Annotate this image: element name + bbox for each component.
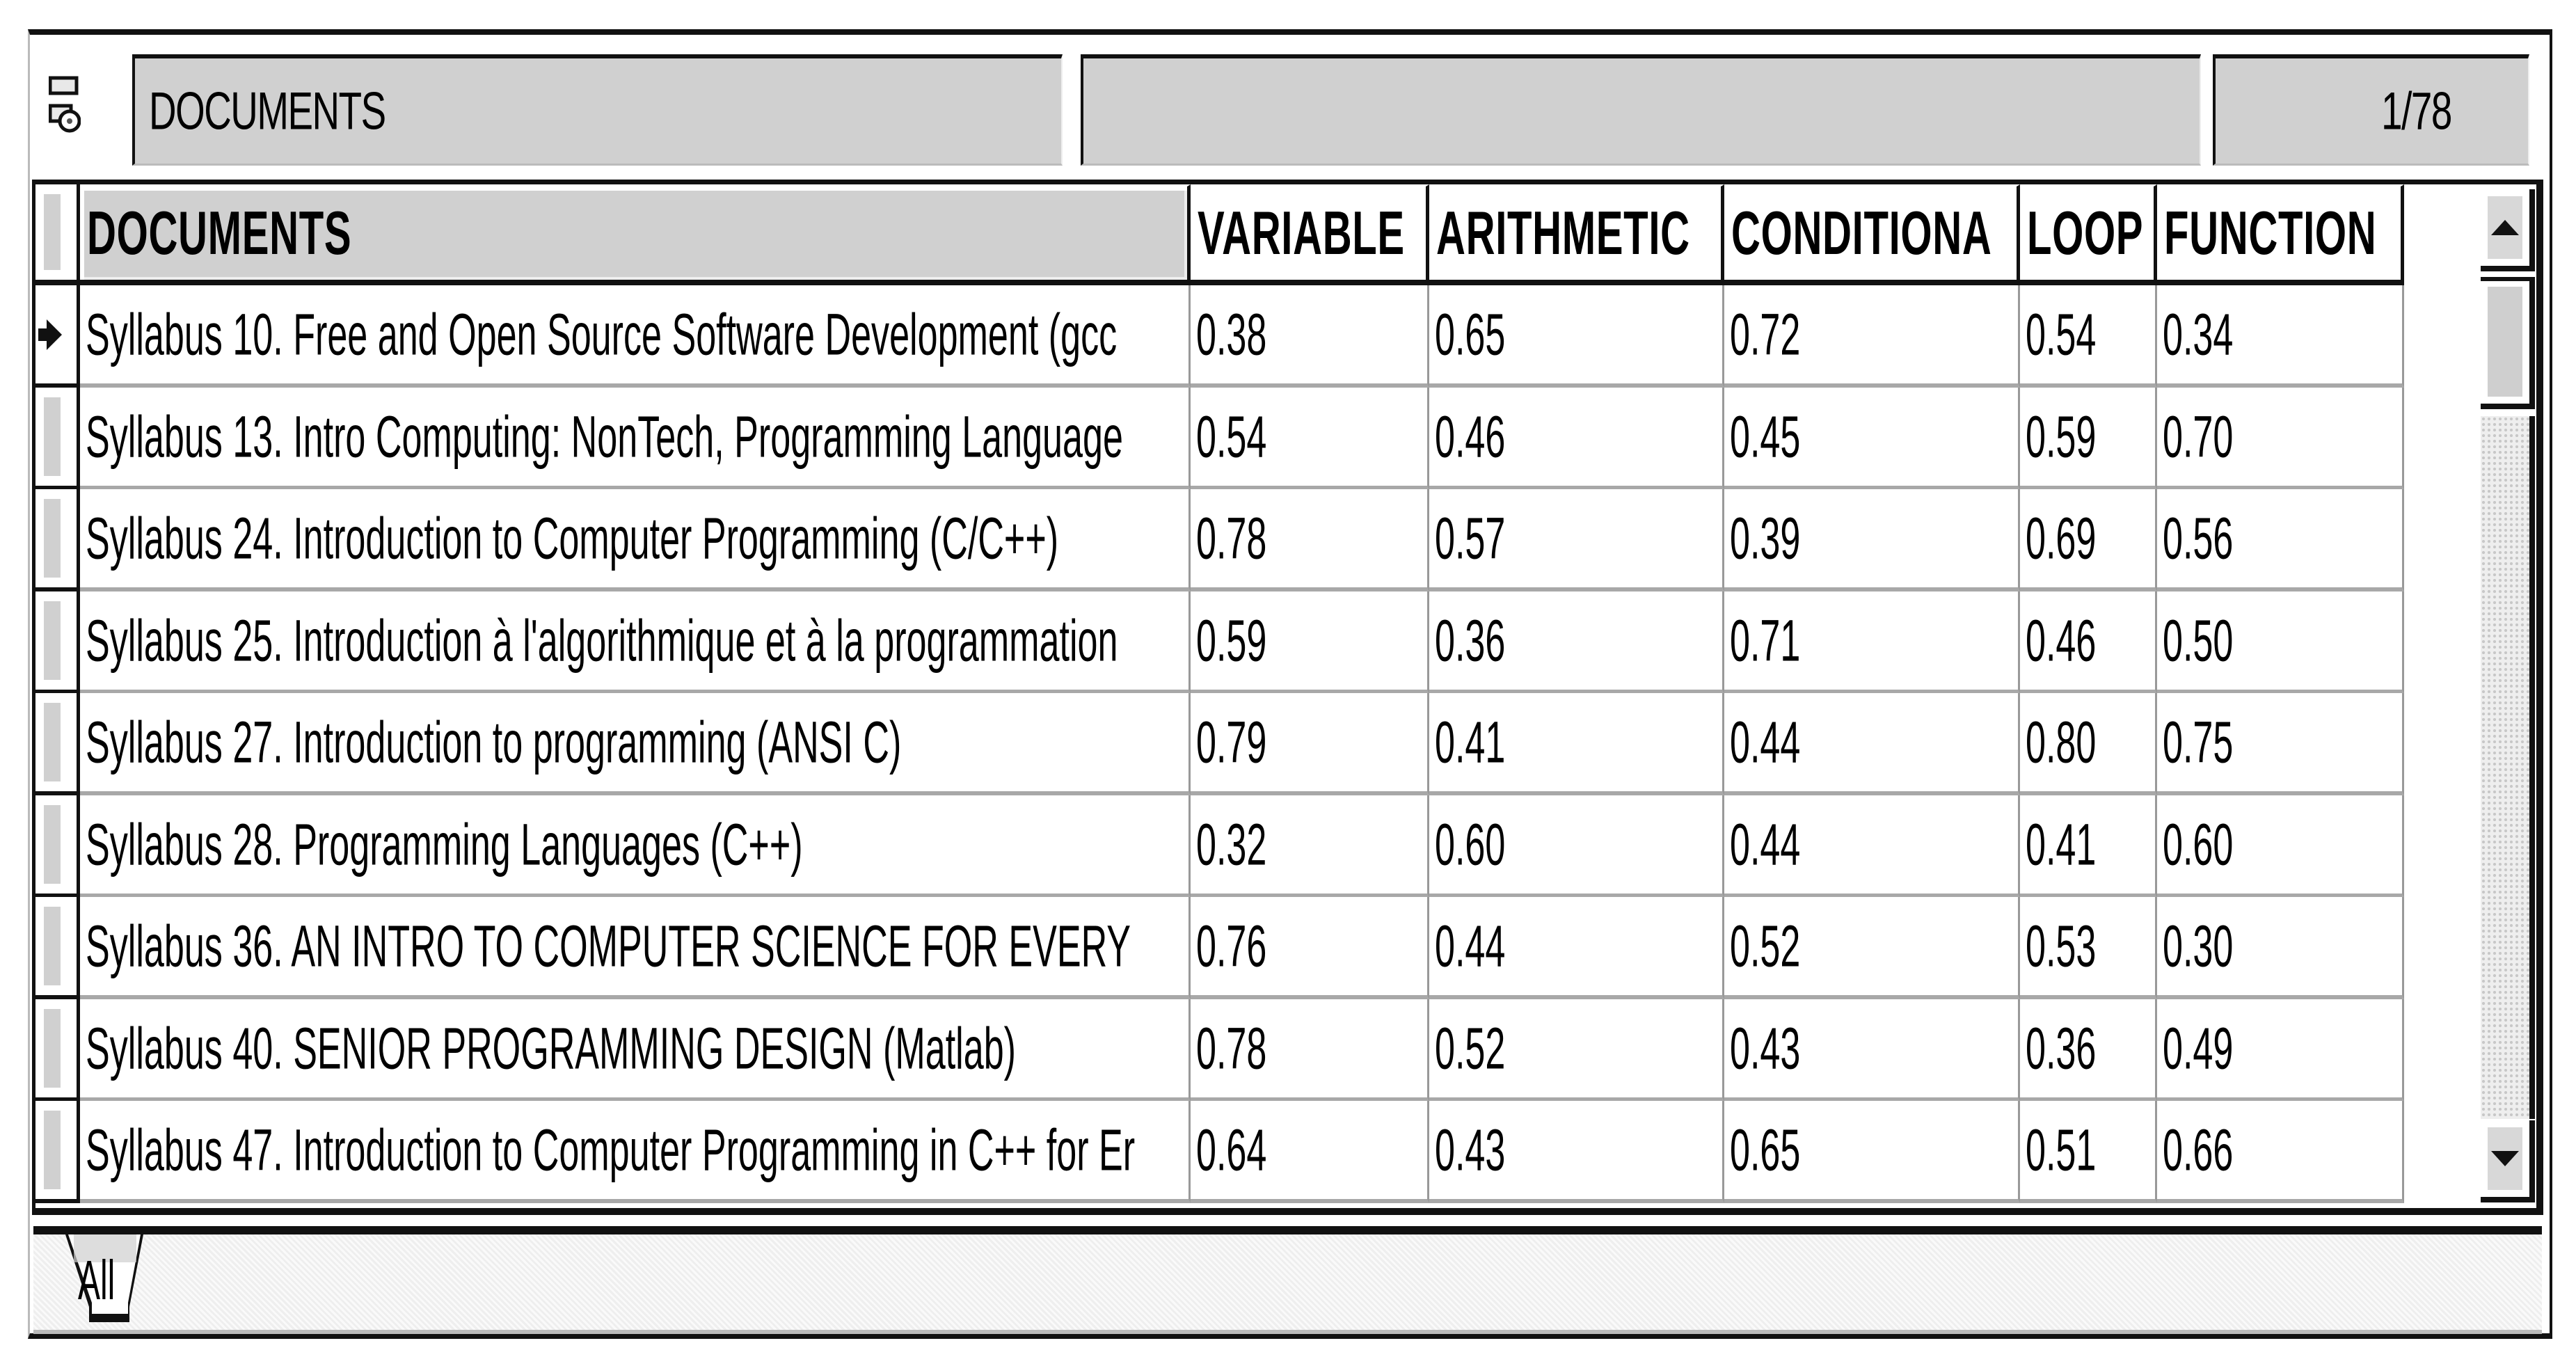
row-selector[interactable] — [35, 1101, 80, 1203]
table-cell-loop[interactable] — [2020, 1101, 2157, 1203]
column-header-label: FUNCTION — [2164, 198, 2377, 267]
cell-value: 0.51 — [2026, 1117, 2097, 1182]
cell-value: 0.43 — [1730, 1015, 1801, 1081]
table-cell-variable[interactable] — [1191, 489, 1429, 591]
table-cell-variable[interactable] — [1191, 795, 1429, 898]
table-cell-loop[interactable] — [2020, 999, 2157, 1102]
cell-value: 0.79 — [1196, 709, 1267, 775]
column-header-documents[interactable] — [80, 184, 1191, 285]
table-cell-function[interactable] — [2157, 693, 2404, 795]
table-cell-function[interactable] — [2157, 388, 2404, 490]
cell-value: 0.43 — [1435, 1117, 1506, 1182]
cell-value: 0.59 — [2026, 404, 2097, 469]
column-header-function[interactable] — [2157, 184, 2404, 285]
table-cell-function[interactable] — [2157, 795, 2404, 898]
cell-value: Syllabus 36. AN INTRO TO COMPUTER SCIENCE FOR EVERY — [86, 913, 1131, 978]
table-cell-documents[interactable] — [80, 1101, 1191, 1203]
table-cell-arithmetic[interactable] — [1429, 591, 1724, 694]
table-cell-loop[interactable] — [2020, 693, 2157, 795]
record-counter — [2213, 54, 2529, 166]
table-cell-conditional[interactable] — [1724, 999, 2020, 1102]
cell-value: 0.46 — [1435, 404, 1506, 469]
table-cell-variable[interactable] — [1191, 591, 1429, 694]
cell-value: 0.75 — [2163, 709, 2234, 775]
table-cell-arithmetic[interactable] — [1429, 285, 1724, 388]
cell-value: 0.44 — [1435, 913, 1506, 978]
table-cell-function[interactable] — [2157, 285, 2404, 388]
cell-value: 0.65 — [1435, 301, 1506, 367]
tab-all[interactable] — [47, 1225, 148, 1333]
table-cell-loop[interactable] — [2020, 489, 2157, 591]
cell-value: 0.45 — [1730, 404, 1801, 469]
table-cell-conditional[interactable] — [1724, 489, 2020, 591]
table-cell-documents[interactable] — [80, 591, 1191, 694]
table-cell-documents[interactable] — [80, 897, 1191, 999]
cell-value: 0.49 — [2163, 1015, 2234, 1081]
cell-value: 0.30 — [2163, 913, 2234, 978]
column-header-label: CONDITIONA — [1731, 198, 1992, 267]
table-cell-function[interactable] — [2157, 1101, 2404, 1203]
cell-value: Syllabus 27. Introduction to programming (ANSI C) — [86, 709, 902, 775]
arrow-down-icon — [2491, 1151, 2519, 1166]
cell-value: 0.59 — [1196, 607, 1267, 673]
filter-field[interactable] — [1081, 54, 2201, 166]
cell-value: 0.52 — [1435, 1015, 1506, 1081]
cell-value: 0.36 — [1435, 607, 1506, 673]
table-cell-variable[interactable] — [1191, 999, 1429, 1102]
cell-value: 0.41 — [2026, 811, 2097, 877]
cell-value: 0.44 — [1730, 709, 1801, 775]
column-header-variable[interactable] — [1191, 184, 1429, 285]
cell-value: 0.32 — [1196, 811, 1267, 877]
column-header-label: DOCUMENTS — [87, 198, 352, 267]
table-cell-variable[interactable] — [1191, 1101, 1429, 1203]
cell-value: 0.78 — [1196, 1015, 1267, 1081]
cell-value: 0.54 — [1196, 404, 1267, 469]
cell-value: Syllabus 28. Programming Languages (C++) — [86, 811, 803, 877]
cell-value: 0.39 — [1730, 505, 1801, 571]
column-header-arithmetic[interactable] — [1429, 184, 1724, 285]
row-selector[interactable] — [35, 591, 80, 694]
cell-value: 0.46 — [2026, 607, 2097, 673]
cell-value: 0.78 — [1196, 505, 1267, 571]
cell-value: 0.52 — [1730, 913, 1801, 978]
cell-value: 0.53 — [2026, 913, 2097, 978]
table-cell-arithmetic[interactable] — [1429, 693, 1724, 795]
cell-value: 0.54 — [2026, 301, 2097, 367]
cell-value: Syllabus 47. Introduction to Computer Programming in C++ for Er — [86, 1117, 1136, 1182]
tab-bar — [33, 1226, 2542, 1334]
cell-value: 0.34 — [2163, 301, 2234, 367]
table-cell-arithmetic[interactable] — [1429, 795, 1724, 898]
table-cell-function[interactable] — [2157, 897, 2404, 999]
cell-value: 0.70 — [2163, 404, 2234, 469]
cell-value: 0.56 — [2163, 505, 2234, 571]
table-cell-documents[interactable] — [80, 999, 1191, 1102]
table-cell-variable[interactable] — [1191, 388, 1429, 490]
column-header-label: LOOP — [2027, 198, 2144, 267]
scroll-up-button[interactable] — [2481, 189, 2535, 271]
table-cell-variable[interactable] — [1191, 285, 1429, 388]
column-header-label: ARITHMETIC — [1436, 198, 1690, 267]
row-selector[interactable] — [35, 897, 80, 999]
current-record-arrow-icon — [47, 319, 62, 350]
row-selector[interactable] — [35, 693, 80, 795]
cell-value: 0.57 — [1435, 505, 1506, 571]
table-cell-function[interactable] — [2157, 591, 2404, 694]
table-cell-arithmetic[interactable] — [1429, 489, 1724, 591]
vertical-scrollbar[interactable] — [2481, 189, 2536, 1207]
cell-value: 0.36 — [2026, 1015, 2097, 1081]
row-selector[interactable] — [35, 795, 80, 898]
cell-value: Syllabus 24. Introduction to Computer Programming (C/C++) — [86, 505, 1059, 571]
table-cell-conditional[interactable] — [1724, 693, 2020, 795]
scroll-down-button[interactable] — [2481, 1120, 2535, 1202]
cell-value: Syllabus 10. Free and Open Source Software Development (gcc — [86, 301, 1118, 367]
table-name-field[interactable] — [132, 54, 1063, 166]
table-cell-conditional[interactable] — [1724, 795, 2020, 898]
cell-value: 0.60 — [2163, 811, 2234, 877]
row-selector[interactable] — [35, 489, 80, 591]
column-header-loop[interactable] — [2020, 184, 2157, 285]
cell-value: Syllabus 13. Intro Computing: NonTech, Programming Language — [86, 404, 1123, 469]
table-cell-conditional[interactable] — [1724, 388, 2020, 490]
table-cell-conditional[interactable] — [1724, 591, 2020, 694]
cell-value: 0.44 — [1730, 811, 1801, 877]
scrollbar-thumb[interactable] — [2481, 277, 2535, 409]
cell-value: Syllabus 25. Introduction à l'algorithmique et à la programmation — [86, 607, 1118, 673]
table-cell-loop[interactable] — [2020, 897, 2157, 999]
cell-value: Syllabus 40. SENIOR PROGRAMMING DESIGN (Matlab) — [86, 1015, 1017, 1081]
cell-value: 0.72 — [1730, 301, 1801, 367]
data-grid — [32, 180, 2543, 1215]
record-counter-text: 1/78 — [2381, 81, 2451, 141]
row-selector[interactable] — [35, 999, 80, 1102]
table-cell-conditional[interactable] — [1724, 285, 2020, 388]
table-cell-documents[interactable] — [80, 489, 1191, 591]
cell-value: 0.76 — [1196, 913, 1267, 978]
table-cell-loop[interactable] — [2020, 591, 2157, 694]
cell-value: 0.41 — [1435, 709, 1506, 775]
cell-value: 0.50 — [2163, 607, 2234, 673]
table-cell-variable[interactable] — [1191, 897, 1429, 999]
scrollbar-track[interactable] — [2481, 416, 2535, 1119]
cell-value: 0.71 — [1730, 607, 1801, 673]
cell-value: 0.65 — [1730, 1117, 1801, 1182]
row-selector[interactable] — [35, 285, 80, 388]
table-name-text: DOCUMENTS — [149, 81, 385, 141]
cell-value: 0.80 — [2026, 709, 2097, 775]
table-cell-documents[interactable] — [80, 285, 1191, 388]
cell-value: 0.69 — [2026, 505, 2097, 571]
table-cell-arithmetic[interactable] — [1429, 999, 1724, 1102]
table-cell-function[interactable] — [2157, 999, 2404, 1102]
table-cell-loop[interactable] — [2020, 795, 2157, 898]
table-cell-variable[interactable] — [1191, 693, 1429, 795]
table-cell-documents[interactable] — [80, 693, 1191, 795]
table-cell-conditional[interactable] — [1724, 897, 2020, 999]
row-selector[interactable] — [35, 388, 80, 490]
table-cell-loop[interactable] — [2020, 285, 2157, 388]
arrow-up-icon — [2491, 220, 2519, 235]
table-cell-arithmetic[interactable] — [1429, 897, 1724, 999]
table-settings-icon[interactable] — [49, 75, 81, 157]
column-header-label: VARIABLE — [1198, 198, 1405, 267]
column-header-conditional[interactable] — [1724, 184, 2020, 285]
table-cell-documents[interactable] — [80, 388, 1191, 490]
table-cell-loop[interactable] — [2020, 388, 2157, 490]
cell-value: 0.64 — [1196, 1117, 1267, 1182]
header-corner — [35, 184, 80, 285]
cell-value: 0.60 — [1435, 811, 1506, 877]
table-cell-documents[interactable] — [80, 795, 1191, 898]
cell-value: 0.66 — [2163, 1117, 2234, 1182]
table-cell-arithmetic[interactable] — [1429, 1101, 1724, 1203]
cell-value: 0.38 — [1196, 301, 1267, 367]
table-cell-function[interactable] — [2157, 489, 2404, 591]
table-cell-conditional[interactable] — [1724, 1101, 2020, 1203]
tab-label: All — [78, 1249, 116, 1311]
table-cell-arithmetic[interactable] — [1429, 388, 1724, 490]
